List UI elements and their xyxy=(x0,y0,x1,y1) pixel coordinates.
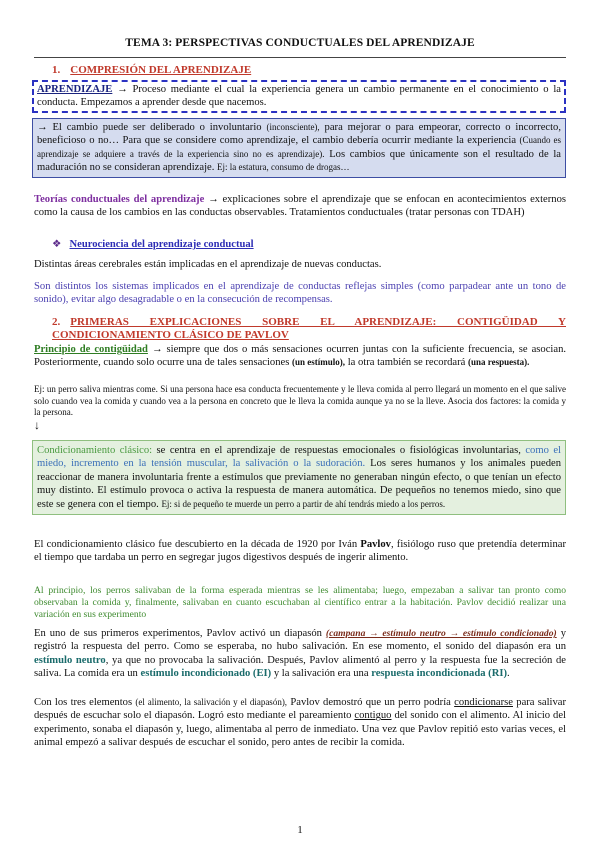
pavlov-paragraph xyxy=(34,538,566,565)
experimento-paragraph xyxy=(34,627,566,681)
condicionamiento-note: Ej: si de pequeño te muerde un perro a partir de ahí tendrás miedo a los perros. xyxy=(161,498,446,509)
pavlov-name: Pavlov xyxy=(360,539,391,550)
condicionamiento-text-2: Los seres humanos y los animales pueden reaccionar de manera involuntaria frente a estímulos que previamente no generaban ningún efecto, o que tenían un efecto muy distinto. El estímulo provoca o activa la respuesta de manera automática. De pequeños no tenemos miedo, sino que este se genera con el tiempo. xyxy=(37,458,561,510)
aprendizaje-definition xyxy=(32,80,566,113)
principio-paragraph: Al principio, los perros salivaban de la forma esperada mientras se les alimentaba; luego, empezaban a salivar tan pronto como observaban la comida y, finalmente, salivaban en cuanto escuchaban al científico entrar a la habitación. Pavlov decidió realizar una variación en sus experimento xyxy=(34,585,566,620)
teorias-paragraph xyxy=(34,193,566,220)
cambio-note-2: (Cuando es aprendizaje se adquiere a través de la experiencia sino no es aprendizaje). xyxy=(37,135,562,159)
teorias-text: → explicaciones sobre el aprendizaje que se enfocan en acontecimientos externos como la causa de los cambios en las conductas observables. Tratamientos conductuales (tratar personas con TDAH) xyxy=(34,194,566,219)
neuro-title: Neurociencia del aprendizaje conductual xyxy=(69,239,254,250)
tres-note: (el alimento, la salivación y el diapasón), xyxy=(135,697,288,707)
respuesta-incondicionada: respuesta incondicionada (RI) xyxy=(371,668,507,680)
section-title: COMPRESIÓN DEL APRENDIZAJE xyxy=(70,64,252,76)
section-title: PRIMERAS EXPLICACIONES SOBRE EL APRENDIZAJE: CONTIGÜIDAD Y CONDICIONAMIENTO CLÁSICO DE PAVLOV xyxy=(52,316,566,341)
section-heading-1 xyxy=(52,64,251,76)
down-arrow-icon: ↓ xyxy=(34,418,40,432)
condicionamiento-box xyxy=(32,440,566,515)
areas-paragraph: Distintas áreas cerebrales están implicadas en el aprendizaje de nuevas conductas. xyxy=(34,259,382,270)
section-heading-2 xyxy=(52,316,566,342)
contiguidad-text-1: → siempre que dos o más sensaciones ocurren juntas con la suficiente frecuencia, se asocian. Posteriormente, cuando solo ocurre una de tales sensaciones xyxy=(34,344,567,369)
cambio-text-3: Los cambios que únicamente son el resultado de la maduración no se consideran aprendizaje. xyxy=(37,148,561,174)
pavlov-text-1: El condicionamiento clásico fue descubierto en la década de 1920 por Iván xyxy=(34,539,358,550)
section-number: 1. xyxy=(52,64,61,76)
page-number: 1 xyxy=(297,824,303,836)
diamond-bullet-icon: ❖ xyxy=(52,239,62,250)
page-title: TEMA 3: PERSPECTIVAS CONDUCTUALES DEL APRENDIZAJE xyxy=(125,37,475,49)
estimulo-neutro: estímulo neutro xyxy=(34,654,106,666)
cambio-text-2: para mejorar o para empeorar, correcto o incorrecto, beneficioso o no… Para que se considere como aprendizaje, el cambio debería ocurrir mediante la experiencia xyxy=(37,122,561,147)
cambio-note-3: Ej: la estatura, consumo de drogas… xyxy=(217,162,350,173)
tres-text-2: Pavlov demostró que un perro podría xyxy=(290,697,451,708)
estimulo-incondicionado: estímulo incondicionado (EI) xyxy=(140,668,272,680)
tres-text-4: del sonido con el alimento. Al inicio del experimento, sonaba el diapasón y, luego, alimentaba al perro de inmediato. Una vez que Pavlov repitió esto varias veces, el animal empezó a salivar después de escuchar el sonido, pero antes de recibir la comida. xyxy=(34,710,566,749)
pavlov-text-2: , fisiólogo ruso que pretendía determinar el tiempo que tardaba un perro en segregar jugos digestivos después de ingerir alimento. xyxy=(34,539,566,564)
tres-text-3: para salivar después de escuchar solo el diapasón. Logró esto mediante el pareamiento xyxy=(34,697,567,722)
tres-elementos-paragraph xyxy=(34,696,566,750)
condicionamiento-examples: como el miedo, incremento en la tensión muscular, la salivación o la sudoración. xyxy=(37,445,561,470)
contiguidad-paragraph xyxy=(34,343,566,370)
tres-text-1: Con los tres elementos xyxy=(34,697,133,708)
contiguidad-text-2: la otra también se recordará xyxy=(347,357,466,369)
cambio-box xyxy=(32,118,566,178)
contiguidad-note-1: (un estímulo), xyxy=(292,357,346,368)
experimento-text-2: y registró la respuesta del perro. Como se esperaba, no hubo salivación. En ese momento, el sonido del diapasón era un xyxy=(34,628,566,653)
neuro-heading xyxy=(52,238,552,251)
title-divider xyxy=(34,57,566,58)
sistemas-paragraph: Son distintos los sistemas implicados en el aprendizaje de conductas reflejas simples (como parpadear ante un tono de sonido), evitar algo desagradable o en la consecución de recompensas. xyxy=(34,281,566,306)
cambio-note-1: (inconsciente), xyxy=(266,122,320,132)
definition-text: → Proceso mediante el cual la experiencia genera un cambio permanente en el conocimiento o la conducta. Empezamos a aprender desde que nacemos. xyxy=(37,84,561,109)
term-teorias: Teorías conductuales del aprendizaje xyxy=(34,194,205,205)
experimento-text-5: . xyxy=(507,668,510,680)
contiguidad-example: Ej: un perro saliva mientras come. Si una persona hace esa conducta frecuentemente y le lleva comida al perro llegará un momento en el que salive solo cuando vea la comida y cuando vea a la persona en concreto que le lleva la comida aunque ya no se la lleve. Asocia dos factores: la comida y la persona. xyxy=(34,384,566,418)
section-number: 2. xyxy=(52,316,61,328)
contiguidad-note-2: (una respuesta). xyxy=(468,357,530,368)
experimento-text-1: En uno de sus primeros experimentos, Pavlov activó un diapasón xyxy=(34,628,322,639)
experimento-text-4: y la salivación era una xyxy=(273,668,369,680)
experimento-text-3: , ya que no provocaba la salivación. Después, Pavlov alimentó al perro y la respuesta fue la secreción de saliva. La comida era un xyxy=(34,654,566,680)
term-contiguidad: Principio de contigüidad xyxy=(34,344,148,355)
experimento-paren: (campana → estímulo neutro → estímulo condicionado) xyxy=(325,628,557,639)
condicionamiento-text-1: se centra en el aprendizaje de respuestas emocionales o fisiológicas involuntarias, xyxy=(156,445,521,456)
term-condicionamiento: Condicionamiento clásico: xyxy=(37,445,153,456)
term-aprendizaje: APRENDIZAJE xyxy=(37,84,113,95)
condicionarse-term: condicionarse xyxy=(454,697,513,708)
cambio-text-1: → El cambio puede ser deliberado o involuntario xyxy=(37,122,262,133)
contiguo-term: contiguo xyxy=(354,710,392,722)
